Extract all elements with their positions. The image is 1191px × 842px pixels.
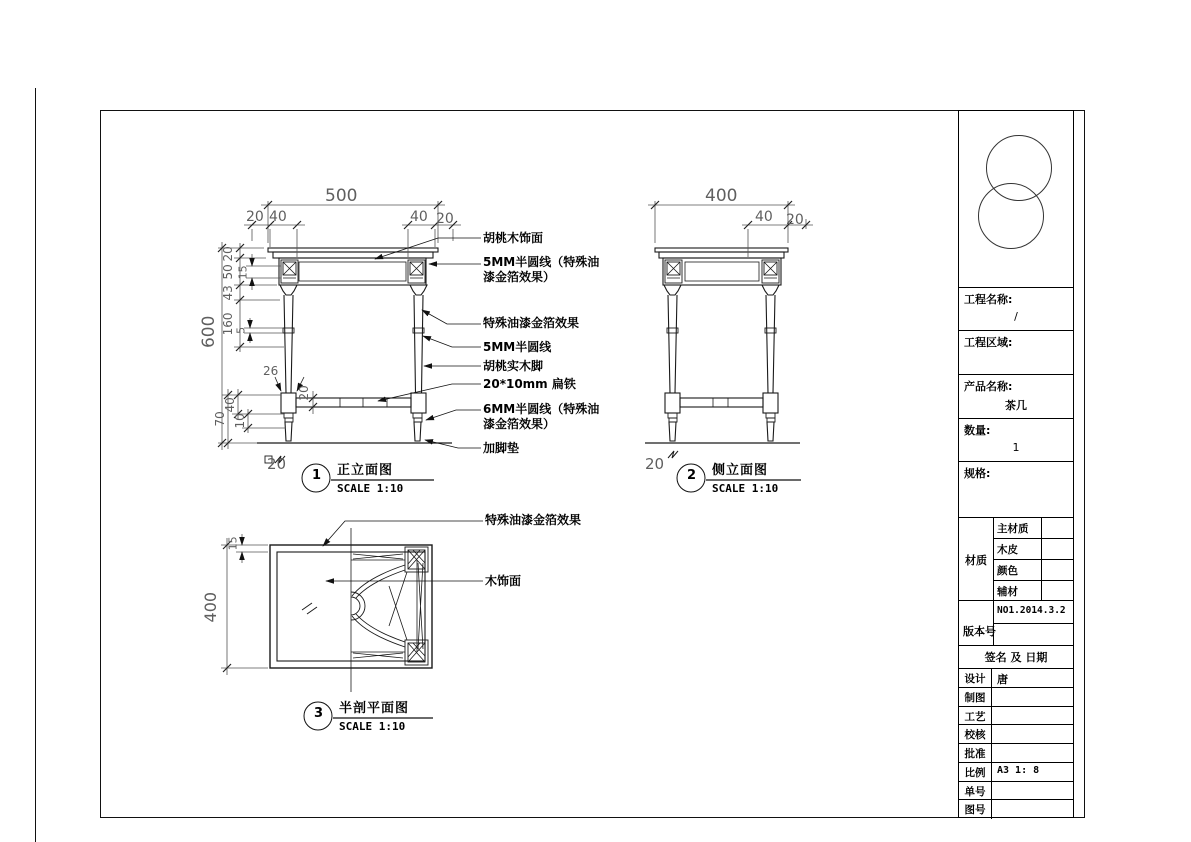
field-material — [959, 518, 1073, 601]
dim-front-5: 5 — [234, 326, 248, 334]
dim-front-500: 500 — [325, 186, 358, 206]
side-view-title: 侧立面图 — [712, 463, 769, 478]
signature-header — [959, 646, 1073, 669]
product-name-value: 茶几 — [1005, 399, 1027, 412]
dim-front-70: 70 — [213, 411, 228, 427]
signature-row — [959, 707, 1073, 726]
plan-view-title: 半剖平面图 — [339, 701, 410, 716]
side-view-number: 2 — [687, 468, 697, 483]
plan-view-geometry — [270, 528, 432, 692]
title-block — [958, 110, 1074, 818]
dim-front-40b: 40 — [223, 397, 238, 413]
dim-plan-400: 400 — [200, 591, 220, 623]
dim-front-26: 26 — [263, 364, 279, 378]
side-view-scale: SCALE 1:10 — [712, 482, 779, 495]
dim-front-chain-50: 50 — [221, 264, 236, 280]
dim-side-40: 40 — [755, 209, 773, 225]
version-label: 版本号 — [963, 625, 996, 638]
signature-row — [959, 669, 1073, 688]
dim-front-stretcher-20: 20 — [297, 385, 312, 401]
version-value-cell — [993, 601, 1073, 624]
field-spec — [959, 462, 1073, 518]
annotation-front-1: 5MM半圆线（特殊油漆金箔效果） — [483, 255, 600, 284]
sig-row-label: 批准 — [964, 748, 986, 760]
annotation-plan-1: 木饰面 — [485, 574, 522, 588]
material-row — [993, 518, 1073, 539]
material-row-label: 颜色 — [997, 565, 1018, 577]
sig-row-label: 比例 — [964, 766, 986, 779]
product-name-label: 产品名称: — [964, 380, 1013, 393]
signature-row — [959, 688, 1073, 707]
material-row-label: 辅材 — [997, 586, 1018, 598]
field-project-area — [959, 331, 1073, 375]
annotation-front-0: 胡桃木饰面 — [483, 231, 544, 245]
front-view-title: 正立面图 — [337, 463, 394, 478]
view-labels-linework — [302, 464, 801, 730]
sig-row-label: 图号 — [964, 804, 986, 817]
annotation-front-3: 5MM半圆线 — [483, 340, 552, 354]
annotation-front-4: 胡桃实木脚 — [483, 359, 544, 373]
quantity-value: 1 — [1012, 441, 1020, 454]
dim-side-20: 20 — [786, 212, 804, 228]
annotation-front-7: 加脚垫 — [483, 441, 520, 455]
material-row — [993, 581, 1073, 601]
dim-front-chain-20: 20 — [221, 246, 236, 262]
signature-row — [959, 800, 1073, 819]
field-version — [959, 601, 1073, 646]
annotation-leaders — [323, 238, 483, 581]
dim-front-foot-20: 20 — [267, 455, 287, 473]
dim-front-chain-160: 160 — [221, 312, 236, 336]
field-quantity — [959, 419, 1073, 462]
dim-plan-15: 15 — [226, 536, 240, 551]
signature-row — [959, 744, 1073, 763]
material-row — [993, 560, 1073, 581]
signature-header-label: 签名 及 日期 — [984, 651, 1048, 664]
project-name-value: / — [1014, 310, 1018, 323]
logo-circle-icon — [978, 183, 1044, 249]
quantity-label: 数量: — [964, 424, 991, 437]
sig-row-label: 工艺 — [964, 710, 986, 723]
front-view-scale: SCALE 1:10 — [337, 482, 404, 495]
side-view-geometry — [645, 248, 800, 458]
signature-row — [959, 763, 1073, 782]
material-label: 材质 — [965, 554, 987, 567]
material-row-label: 主材质 — [997, 523, 1029, 535]
dim-front-top-20L: 20 — [246, 209, 264, 225]
sig-row-value: A3 1: 8 — [997, 764, 1040, 776]
sig-row-label: 单号 — [964, 785, 986, 798]
dim-side-foot-20: 20 — [645, 455, 665, 473]
material-row-label: 木皮 — [997, 544, 1018, 556]
sig-row-value: 唐 — [997, 673, 1008, 686]
dim-side-400: 400 — [705, 186, 738, 206]
dim-front-15: 15 — [236, 265, 250, 280]
dim-front-top-20R: 20 — [436, 211, 454, 227]
project-area-label: 工程区域: — [964, 336, 1013, 349]
version-value: NO1.2014.3.2 — [997, 605, 1066, 616]
front-view-geometry — [257, 248, 452, 463]
logo-box — [959, 111, 1073, 288]
field-project-name — [959, 288, 1073, 331]
signature-row — [959, 725, 1073, 744]
annotation-plan-0: 特殊油漆金箔效果 — [485, 513, 582, 527]
project-name-label: 工程名称: — [964, 293, 1013, 306]
dim-front-top-40L: 40 — [269, 209, 287, 225]
annotation-front-5: 20*10mm 扁铁 — [483, 377, 576, 391]
material-row — [993, 539, 1073, 560]
front-view-number: 1 — [312, 468, 322, 483]
field-product-name — [959, 375, 1073, 419]
plan-view-number: 3 — [314, 706, 324, 721]
annotation-front-6: 6MM半圆线（特殊油漆金箔效果） — [483, 402, 600, 431]
sig-row-label: 校核 — [964, 729, 986, 742]
signature-rows — [959, 669, 1073, 819]
signature-row — [959, 782, 1073, 801]
plan-view-scale: SCALE 1:10 — [339, 720, 406, 733]
dim-front-top-40R: 40 — [410, 209, 428, 225]
dim-front-600: 600 — [199, 315, 220, 349]
sig-row-label: 设计 — [964, 673, 986, 685]
annotation-front-2: 特殊油漆金箔效果 — [483, 316, 580, 330]
spec-label: 规格: — [964, 467, 991, 480]
dim-front-10: 10 — [233, 413, 248, 429]
dim-front-chain-43: 43 — [221, 285, 236, 301]
sig-row-label: 制图 — [964, 691, 986, 704]
